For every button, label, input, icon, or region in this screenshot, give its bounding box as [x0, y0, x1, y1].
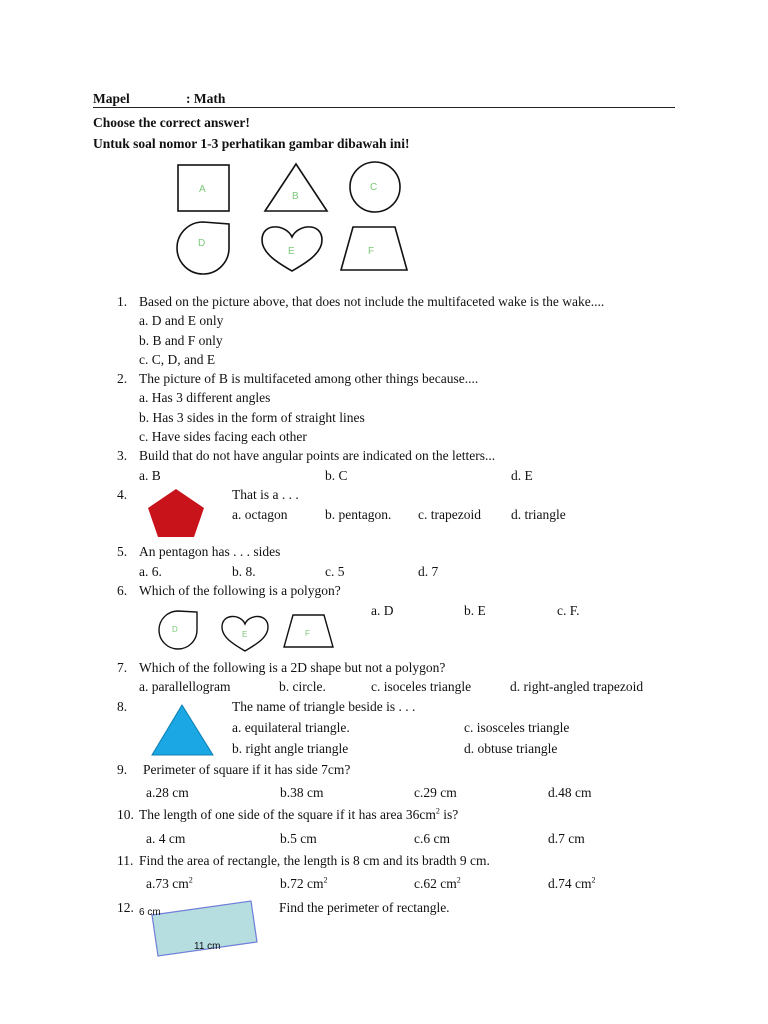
- q6-option-b[interactable]: b. E: [464, 603, 486, 618]
- q4-option-d[interactable]: d. triangle: [511, 507, 566, 522]
- q10-text-end: is?: [439, 807, 459, 822]
- subject-value: : Math: [186, 91, 226, 106]
- pentagon-image: [146, 487, 206, 539]
- q9-text: Perimeter of square if it has side 7cm?: [143, 762, 351, 777]
- q8-option-c[interactable]: c. isosceles triangle: [464, 720, 570, 735]
- shape-e-heart: [262, 227, 322, 271]
- q11-option-d-sup: 2: [591, 875, 596, 885]
- shape-label-b: B: [292, 191, 299, 202]
- q7-option-a[interactable]: a. parallellogram: [139, 679, 231, 694]
- sub-instruction: Untuk soal nomor 1-3 perhatikan gambar dibawah ini!: [93, 136, 410, 151]
- q1-option-c[interactable]: c. C, D, and E: [139, 352, 216, 367]
- shape-d-teardrop: [177, 222, 229, 274]
- q11-option-c[interactable]: [414, 875, 461, 893]
- q8-option-a[interactable]: a. equilateral triangle.: [232, 720, 350, 735]
- q6-label-f: F: [305, 629, 310, 638]
- q10-text-main: The length of one side of the square if it has area 36cm: [139, 807, 436, 822]
- q11-option-c-text: c.62 cm: [414, 876, 457, 891]
- shape-label-e: E: [288, 246, 295, 257]
- q4-option-b[interactable]: b. pentagon.: [325, 507, 392, 522]
- q8-option-d[interactable]: d. obtuse triangle: [464, 741, 558, 756]
- q2-number: 2.: [117, 371, 128, 386]
- shape-label-f: F: [368, 246, 375, 257]
- q12-number: 12.: [117, 900, 134, 915]
- q8-number: 8.: [117, 699, 128, 714]
- q5-option-c[interactable]: c. 5: [325, 564, 345, 579]
- q11-option-d[interactable]: [548, 875, 596, 893]
- q1-text: Based on the picture above, that does not include the multifaceted wake is the wake....: [139, 294, 605, 309]
- q6-number: 6.: [117, 583, 128, 598]
- shape-label-d: D: [198, 238, 206, 249]
- q10-text: [139, 806, 458, 824]
- q4-option-a[interactable]: a. octagon: [232, 507, 288, 522]
- q1-number: 1.: [117, 294, 128, 309]
- q6-shape-f-trapezoid: [284, 615, 333, 647]
- q9-option-c[interactable]: c.29 cm: [414, 785, 457, 800]
- q11-number: 11.: [117, 853, 134, 868]
- blue-triangle-image: [150, 703, 216, 757]
- q5-text: An pentagon has . . . sides: [139, 544, 281, 559]
- q6-shape-e-heart: [222, 616, 268, 651]
- q9-number: 9.: [117, 762, 128, 777]
- q10-option-b[interactable]: b.5 cm: [280, 831, 317, 846]
- q2-option-a[interactable]: a. Has 3 different angles: [139, 390, 271, 405]
- q9-option-a[interactable]: a.28 cm: [146, 785, 189, 800]
- q9-option-d[interactable]: d.48 cm: [548, 785, 592, 800]
- q6-text: Which of the following is a polygon?: [139, 583, 341, 598]
- q11-option-a-text: a.73 cm: [146, 876, 189, 891]
- instruction: Choose the correct answer!: [93, 115, 250, 130]
- shape-b-triangle: [265, 164, 327, 211]
- subject-label: Mapel: [93, 91, 130, 106]
- q6-shape-d-teardrop: [159, 611, 197, 649]
- q2-option-b[interactable]: b. Has 3 sides in the form of straight lines: [139, 410, 365, 425]
- q10-number: 10.: [117, 807, 134, 822]
- q11-text: Find the area of rectangle, the length is 8 cm and its bradth 9 cm.: [139, 853, 490, 868]
- q12-text: Find the perimeter of rectangle.: [279, 900, 450, 915]
- q5-number: 5.: [117, 544, 128, 559]
- q7-option-b[interactable]: b. circle.: [279, 679, 326, 694]
- rectangle-width-label: 6 cm: [139, 907, 161, 918]
- q7-text: Which of the following is a 2D shape but not a polygon?: [139, 660, 446, 675]
- q11-option-b[interactable]: [280, 875, 328, 893]
- q2-option-c[interactable]: c. Have sides facing each other: [139, 429, 307, 444]
- q5-option-d[interactable]: d. 7: [418, 564, 439, 579]
- q9-option-b[interactable]: b.38 cm: [280, 785, 324, 800]
- q11-option-a[interactable]: [146, 875, 193, 893]
- q6-shapes-figure: [150, 608, 350, 658]
- shape-c-circle: [350, 162, 400, 212]
- q2-text: The picture of B is multifaceted among other things because....: [139, 371, 479, 386]
- q6-label-d: D: [172, 625, 178, 634]
- q5-option-a[interactable]: a. 6.: [139, 564, 162, 579]
- q11-option-a-sup: 2: [188, 875, 193, 885]
- q4-text: That is a . . .: [232, 487, 299, 502]
- q10-option-c[interactable]: c.6 cm: [414, 831, 450, 846]
- q7-option-d[interactable]: d. right-angled trapezoid: [510, 679, 644, 694]
- shapes-figure: [0, 0, 768, 290]
- q3-option-a[interactable]: a. B: [139, 468, 161, 483]
- q10-superscript: 2: [435, 806, 440, 816]
- q11-option-d-text: d.74 cm: [548, 876, 592, 891]
- q1-option-b[interactable]: b. B and F only: [139, 333, 223, 348]
- q3-number: 3.: [117, 448, 128, 463]
- q8-text: The name of triangle beside is . . .: [232, 699, 416, 714]
- rectangle-length-label: 11 cm: [194, 941, 221, 952]
- q11-option-b-text: b.72 cm: [280, 876, 324, 891]
- shape-label-a: A: [199, 184, 206, 195]
- q3-text: Build that do not have angular points are indicated on the letters...: [139, 448, 496, 463]
- q11-option-b-sup: 2: [323, 875, 328, 885]
- q6-option-a[interactable]: a. D: [371, 603, 394, 618]
- q4-number: 4.: [117, 487, 128, 502]
- q6-label-e: E: [242, 630, 248, 639]
- shape-a-square: [178, 165, 229, 211]
- q1-option-a[interactable]: a. D and E only: [139, 313, 224, 328]
- q8-option-b[interactable]: b. right angle triangle: [232, 741, 349, 756]
- q6-option-c[interactable]: c. F.: [557, 603, 580, 618]
- q7-number: 7.: [117, 660, 128, 675]
- q10-option-d[interactable]: d.7 cm: [548, 831, 585, 846]
- q4-option-c[interactable]: c. trapezoid: [418, 507, 481, 522]
- q3-option-d[interactable]: d. E: [511, 468, 533, 483]
- q10-option-a[interactable]: a. 4 cm: [146, 831, 186, 846]
- shape-f-trapezoid: [341, 227, 407, 270]
- q11-option-c-sup: 2: [456, 875, 461, 885]
- q3-option-b[interactable]: b. C: [325, 468, 348, 483]
- q7-option-c[interactable]: c. isoceles triangle: [371, 679, 472, 694]
- q5-option-b[interactable]: b. 8.: [232, 564, 256, 579]
- shape-label-c: C: [370, 182, 378, 193]
